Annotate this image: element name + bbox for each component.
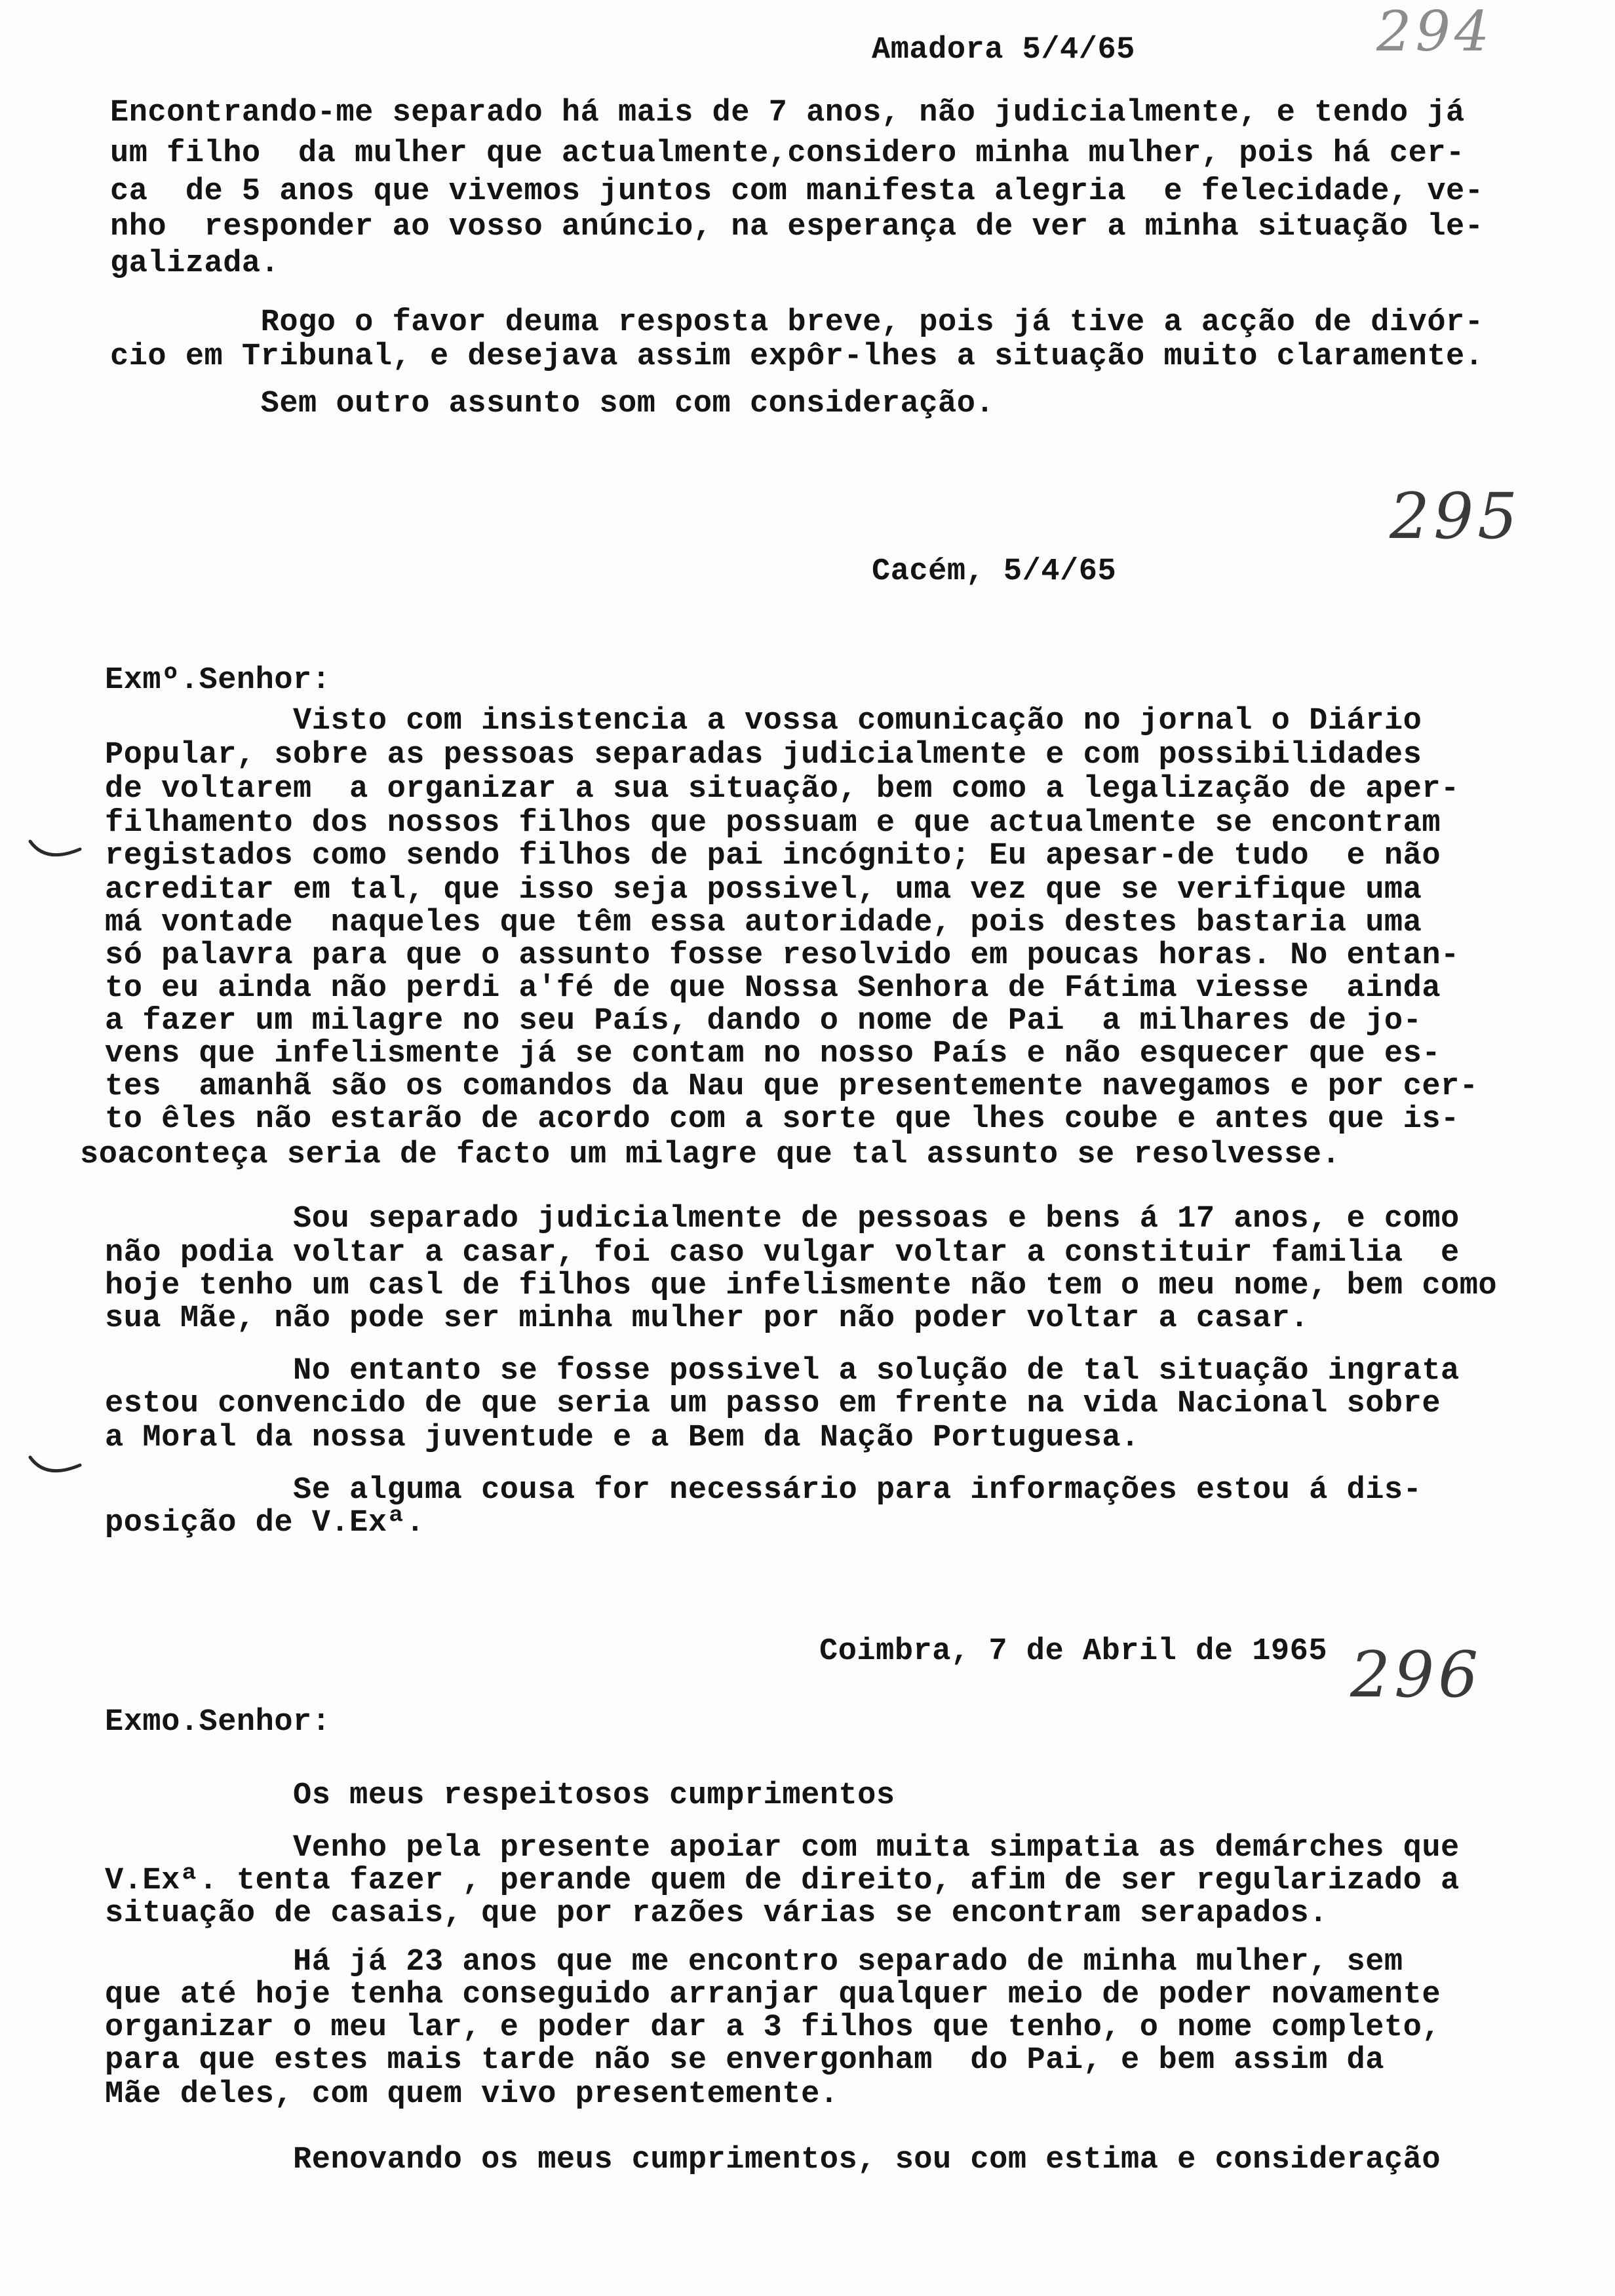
letter-296-line: Renovando os meus cumprimentos, sou com estima e consideração — [105, 2143, 1441, 2177]
letter-295-line: estou convencido de que seria um passo em frente na vida Nacional sobre — [105, 1387, 1441, 1421]
letter-294-line: galizada. — [110, 246, 280, 281]
letter-295-line: Visto com insistencia a vossa comunicação no jornal o Diário — [105, 704, 1422, 738]
letter-295-line: No entanto se fosse possivel a solução de tal situação ingrata — [105, 1354, 1460, 1388]
letter-295-line: filhamento dos nossos filhos que possuam e que actualmente se encontram — [105, 806, 1441, 841]
pencil-margin-mark — [26, 832, 85, 871]
letter-296-line: que até hoje tenha conseguido arranjar qualquer meio de poder novamente — [105, 1978, 1441, 2012]
letter-295-line: registados como sendo filhos de pai incógnito; Eu apesar-de tudo e não — [105, 839, 1441, 873]
letter-295-line: hoje tenho um casl de filhos que infelismente não tem o meu nome, bem como — [105, 1269, 1498, 1303]
letter-295-line: soaconteça seria de facto um milagre que tal assunto se resolvesse. — [80, 1138, 1341, 1172]
letter-295-line: má vontade naqueles que têm essa autoridade, pois destes bastaria uma — [105, 906, 1422, 940]
letter-296-line: V.Exª. tenta fazer , perande quem de direito, afim de ser regularizado a — [105, 1864, 1460, 1898]
letter-295-line: Se alguma cousa for necessário para informações estou á dis- — [105, 1473, 1422, 1508]
letter-294-line: nho responder ao vosso anúncio, na esperança de ver a minha situação le- — [110, 210, 1484, 244]
handwritten-number-294: 294 — [1376, 0, 1494, 64]
salutation: Exmo.Senhor: — [105, 1705, 331, 1740]
letter-295-line: a Moral da nossa juventude e a Bem da Nação Portuguesa. — [105, 1421, 1140, 1455]
letter-295-line: to eu ainda não perdi a'fé de que Nossa Senhora de Fátima viesse ainda — [105, 971, 1441, 1006]
letter-296-line: Os meus respeitosos cumprimentos — [105, 1778, 895, 1813]
letter-295-line: de voltarem a organizar a sua situação, bem como a legalização de aper- — [105, 772, 1460, 807]
letter-294-line: um filho da mulher que actualmente,considero minha mulher, pois há cer- — [110, 136, 1465, 171]
letter-295-line: Popular, sobre as pessoas separadas judicialmente e com possibilidades — [105, 738, 1422, 773]
letter-295-line: a fazer um milagre no seu País, dando o nome de Pai a milhares de jo- — [105, 1004, 1422, 1039]
letter-295-line: Sou separado judicialmente de pessoas e bens á 17 anos, e como — [105, 1202, 1460, 1236]
letter-295-line: sua Mãe, não pode ser minha mulher por não poder voltar a casar. — [105, 1301, 1310, 1336]
letter-295-line: não podia voltar a casar, foi caso vulgar voltar a constituir familia e — [105, 1236, 1460, 1271]
handwritten-number-295: 295 — [1390, 480, 1522, 553]
letter-294-line: ca de 5 anos que vivemos juntos com manifesta alegria e felecidade, ve- — [110, 174, 1484, 209]
letter-295-line: to êles não estarão de acordo com a sorte que lhes coube e antes que is- — [105, 1102, 1460, 1137]
handwritten-number-296: 296 — [1350, 1638, 1483, 1712]
dateline-cacem: Cacém, 5/4/65 — [872, 554, 1117, 589]
letter-296-line: organizar o meu lar, e poder dar a 3 filhos que tenho, o nome completo, — [105, 2010, 1441, 2045]
letter-296-line: Há já 23 anos que me encontro separado de minha mulher, sem — [105, 1945, 1403, 1980]
letter-294-line: Encontrando-me separado há mais de 7 anos, não judicialmente, e tendo já — [110, 96, 1465, 130]
letter-294-line: cio em Tribunal, e desejava assim expôr-lhes a situação muito claramente. — [110, 339, 1484, 374]
salutation: Exmº.Senhor: — [105, 663, 331, 698]
letter-295-line: tes amanhã são os comandos da Nau que presentemente navegamos e por cer- — [105, 1069, 1479, 1104]
letter-296-line: Venho pela presente apoiar com muita simpatia as demárches que — [105, 1831, 1460, 1866]
dateline-coimbra: Coimbra, 7 de Abril de 1965 — [819, 1634, 1328, 1669]
letter-294-line: Sem outro assunto som com consideração. — [110, 387, 995, 421]
letter-295-line: posição de V.Exª. — [105, 1506, 425, 1540]
letter-295-line: vens que infelismente já se contam no nosso País e não esquecer que es- — [105, 1037, 1441, 1071]
letter-295-line: acreditar em tal, que isso seja possivel, uma vez que se verifique uma — [105, 873, 1422, 908]
letter-296-line: Mãe deles, com quem vivo presentemente. — [105, 2077, 839, 2112]
letter-296-line: para que estes mais tarde não se envergonham do Pai, e bem assim da — [105, 2043, 1384, 2078]
dateline-amadora: Amadora 5/4/65 — [872, 33, 1135, 67]
pencil-margin-mark — [26, 1448, 85, 1487]
letter-295-line: só palavra para que o assunto fosse resolvido em poucas horas. No entan- — [105, 938, 1460, 973]
letter-296-line: situação de casais, que por razões várias se encontram serapados. — [105, 1896, 1328, 1931]
letter-294-line: Rogo o favor deuma resposta breve, pois já tive a acção de divór- — [110, 305, 1484, 340]
